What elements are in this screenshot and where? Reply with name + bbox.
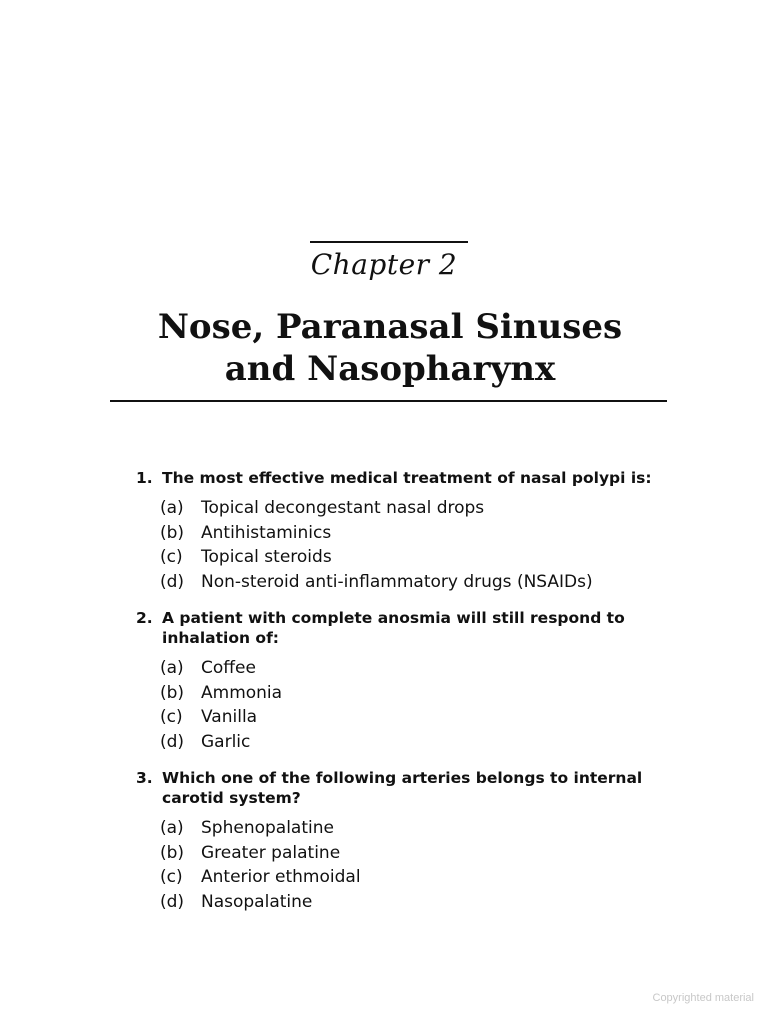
question-number: 3.: [136, 769, 153, 787]
option-b: [160, 681, 676, 706]
option-list: [160, 496, 676, 594]
option-text: Ammonia: [201, 682, 283, 703]
option-d: [160, 890, 676, 915]
option-text: Greater palatine: [201, 842, 341, 863]
question-text: A patient with complete anosmia will still respond to inhalation of:: [162, 609, 625, 647]
question-text: Which one of the following arteries belongs to internal carotid system?: [162, 769, 643, 807]
option-letter: (a): [160, 818, 184, 838]
option-text: Vanilla: [201, 707, 258, 727]
chapter-top-rule: [310, 241, 468, 243]
question-2: [136, 608, 676, 754]
option-letter: (a): [160, 658, 184, 678]
option-letter: (b): [160, 842, 185, 863]
option-text: Anterior ethmoidal: [201, 867, 361, 887]
option-d: [160, 730, 676, 755]
chapter-bottom-rule: [110, 400, 667, 402]
option-text: Topical steroids: [201, 547, 332, 567]
option-a: [160, 816, 676, 841]
option-letter: (d): [160, 731, 185, 752]
option-text: Antihistaminics: [201, 522, 332, 543]
question-stem: [136, 768, 676, 808]
option-a: [160, 656, 676, 681]
question-list: [136, 468, 676, 928]
option-a: [160, 496, 676, 521]
option-text: Topical decongestant nasal drops: [201, 498, 485, 518]
option-letter: (c): [160, 707, 183, 727]
option-c: [160, 865, 676, 890]
option-text: Nasopalatine: [201, 891, 313, 912]
option-b: [160, 841, 676, 866]
option-b: [160, 521, 676, 546]
option-d: [160, 570, 676, 595]
option-letter: (d): [160, 891, 185, 912]
option-letter: (b): [160, 522, 185, 543]
chapter-label: Chapter 2: [310, 248, 458, 281]
question-stem: [136, 468, 676, 488]
option-c: [160, 545, 676, 570]
option-c: [160, 705, 676, 730]
option-text: Garlic: [201, 731, 251, 752]
question-stem: [136, 608, 676, 648]
question-3: [136, 768, 676, 914]
option-list: [160, 816, 676, 914]
question-number: 2.: [136, 609, 153, 627]
question-1: [136, 468, 676, 594]
chapter-title-line-2: and Nasopharynx: [224, 349, 556, 389]
copyright-watermark: Copyrighted material: [652, 992, 754, 1004]
option-list: [160, 656, 676, 754]
option-text: Coffee: [201, 658, 256, 678]
question-number: 1.: [136, 469, 153, 487]
option-letter: (d): [160, 571, 185, 592]
option-letter: (b): [160, 682, 185, 703]
question-text: The most effective medical treatment of nasal polypi is:: [162, 469, 652, 487]
option-letter: (c): [160, 547, 183, 567]
option-text: Sphenopalatine: [201, 818, 334, 838]
chapter-title-line-1: Nose, Paranasal Sinuses: [157, 307, 623, 347]
option-letter: (a): [160, 498, 184, 518]
option-letter: (c): [160, 867, 183, 887]
chapter-title: [0, 306, 768, 390]
option-text: Non-steroid anti-inflammatory drugs (NSAIDs): [201, 571, 593, 592]
